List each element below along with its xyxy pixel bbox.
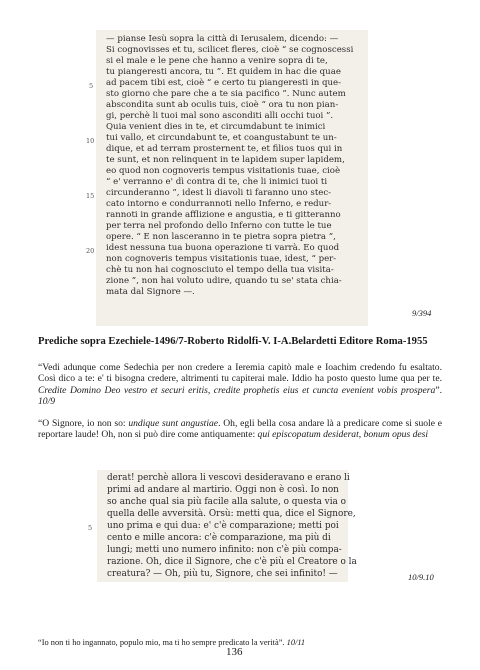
- quote-paragraph: [38, 362, 442, 408]
- scan-line: mata dal Signore —.: [106, 287, 195, 297]
- scan-line: primi ad andare al martirio. Oggi non è così. Io non: [107, 485, 339, 495]
- scan-line: — pianse Iesù sopra la città di Ierusalem, dicendo: —: [106, 34, 339, 44]
- scan-line: so anche qual sia più facile alla salute, o questa via o: [107, 497, 346, 507]
- page-number: 136: [226, 646, 243, 658]
- scan-line: derat! perchè allora li vescovi desideravano e erano li: [107, 473, 350, 483]
- scan-line: tui vallo, et circundabunt te, et coangustabunt te un-: [106, 133, 337, 143]
- latin-quote: Credite Domino Deo vestro et securi eritis, credite prophetis eius et cuncta evenient vobis prospera: [38, 384, 436, 396]
- scan-line: creatura? — Oh, più tu, Signore, che sei infinito! —: [107, 569, 338, 579]
- quote-text: “Io non ti ho ingannato, populo mio, ma ti ho sempre predicato la verità”.: [38, 638, 287, 647]
- scan-excerpt-top: [96, 30, 368, 326]
- scan-line: cato intorno e condurrannoti nello Inferno, e redur-: [106, 199, 332, 209]
- scan-line: sto giorno che pare che a te sia pacifico ”. Nunc autem: [106, 89, 346, 99]
- latin-quote: qui episcopatum desiderat, bonum opus desi: [257, 429, 429, 441]
- scan-reference: 10/9.10: [408, 572, 434, 582]
- line-number: 5: [89, 82, 94, 90]
- scan-reference: 9/394: [412, 308, 432, 318]
- scan-line: Si cognovisses et tu, scilicet fleres, cioè “ se cognoscessi: [106, 45, 354, 55]
- scan-line: per terra nel profondo dello Inferno con tutte le tue: [106, 221, 332, 231]
- scan-line: “ e' verranno e' dì contra di te, che li inimici tuoi ti: [106, 177, 328, 187]
- scan-line: gi, perchè li tuoi mal sono asconditi alli occhi tuoi ”.: [106, 111, 334, 121]
- scan-line: te sunt, et non relinquent in te lapidem super lapidem,: [106, 155, 345, 165]
- scan-excerpt-bottom: [97, 470, 357, 582]
- quote-reference: 10/9: [38, 396, 56, 408]
- scan-line: razione. Oh, dice il Signore, che c'è più el Creatore o la: [107, 557, 357, 567]
- quote-text: “O Signore, io non so:: [38, 418, 129, 429]
- quote-text: “Vedi adunque come Sedechia per non credere a Ieremia capitò male e Ioachim credendo fu esaltato. Così dico a te: e' ti bisogna credere, altrimenti tu capiterai male. Iddio ha posto questo lume qua per te.: [38, 362, 442, 385]
- scan-line: chè tu non hai cognosciuto el tempo della tua visita-: [106, 265, 334, 275]
- scan-line: circunderanno ”, idest li diavoli ti faranno uno stec-: [106, 188, 332, 198]
- footer-quote: [38, 638, 305, 647]
- quote-paragraph: [38, 418, 442, 441]
- line-number: 10: [86, 137, 95, 145]
- quote-close: ”.: [435, 384, 442, 396]
- scan-line: abscondita sunt ab oculis tuis, cioè “ ora tu non pian-: [106, 100, 339, 110]
- scan-line: uno prima e qui dua: e' c'è comparazione; metti poi: [107, 521, 339, 531]
- scan-line: Quia venient dies in te, et circumdabunt te inimici: [106, 122, 326, 132]
- line-number: 15: [86, 192, 95, 200]
- scan-line: rannoti in grande afflizione e angustia, e ti gitteranno: [106, 210, 341, 220]
- scan-line: lungi; metti uno numero infinito: non c'è più compa-: [107, 545, 342, 555]
- quote-text: . Oh, egli bella cosa andare là a predicare come si suole e reportare laude! Oh, non si può dire come antiquamente:: [38, 418, 442, 441]
- scan-line: si el male e le pene che hanno a venire sopra di te,: [106, 56, 328, 66]
- quote-reference: 10/11: [286, 638, 306, 647]
- line-number: 20: [86, 247, 95, 255]
- scan-line: eo quod non cognoveris tempus visitationis tuae, cioè: [106, 166, 341, 176]
- source-heading: Prediche sopra Ezechiele-1496/7-Roberto Ridolfi-V. I-A.Belardetti Editore Roma-1955: [38, 336, 428, 347]
- latin-quote: undique sunt angustiae: [128, 418, 219, 429]
- scan-line: zione ”, non hai voluto udire, quando tu se' stata chia-: [106, 276, 342, 286]
- scan-line: tu piangeresti ancora, tu ”. Et quidem in hac die quae: [106, 67, 341, 77]
- line-number: 5: [88, 524, 93, 532]
- scan-line: quella delle avversità. Orsù: metti qua, dice el Signore,: [107, 509, 356, 519]
- scan-line: ad pacem tibi est, cioè “ e certo tu piangeresti in que-: [106, 78, 342, 88]
- scan-line: idest nessuna tua buona operazione ti varrà. Eo quod: [106, 243, 340, 253]
- scan-line: opere. “ E non lasceranno in te pietra sopra pietra ”,: [106, 232, 336, 242]
- scan-line: non cognoveris tempus visitationis tuae, idest, “ per-: [106, 254, 337, 264]
- scan-line: cento e mille ancora: c'è comparazione, ma più di: [107, 533, 331, 543]
- scan-line: dique, et ad terram prosternent te, et filios tuos qui in: [106, 144, 343, 154]
